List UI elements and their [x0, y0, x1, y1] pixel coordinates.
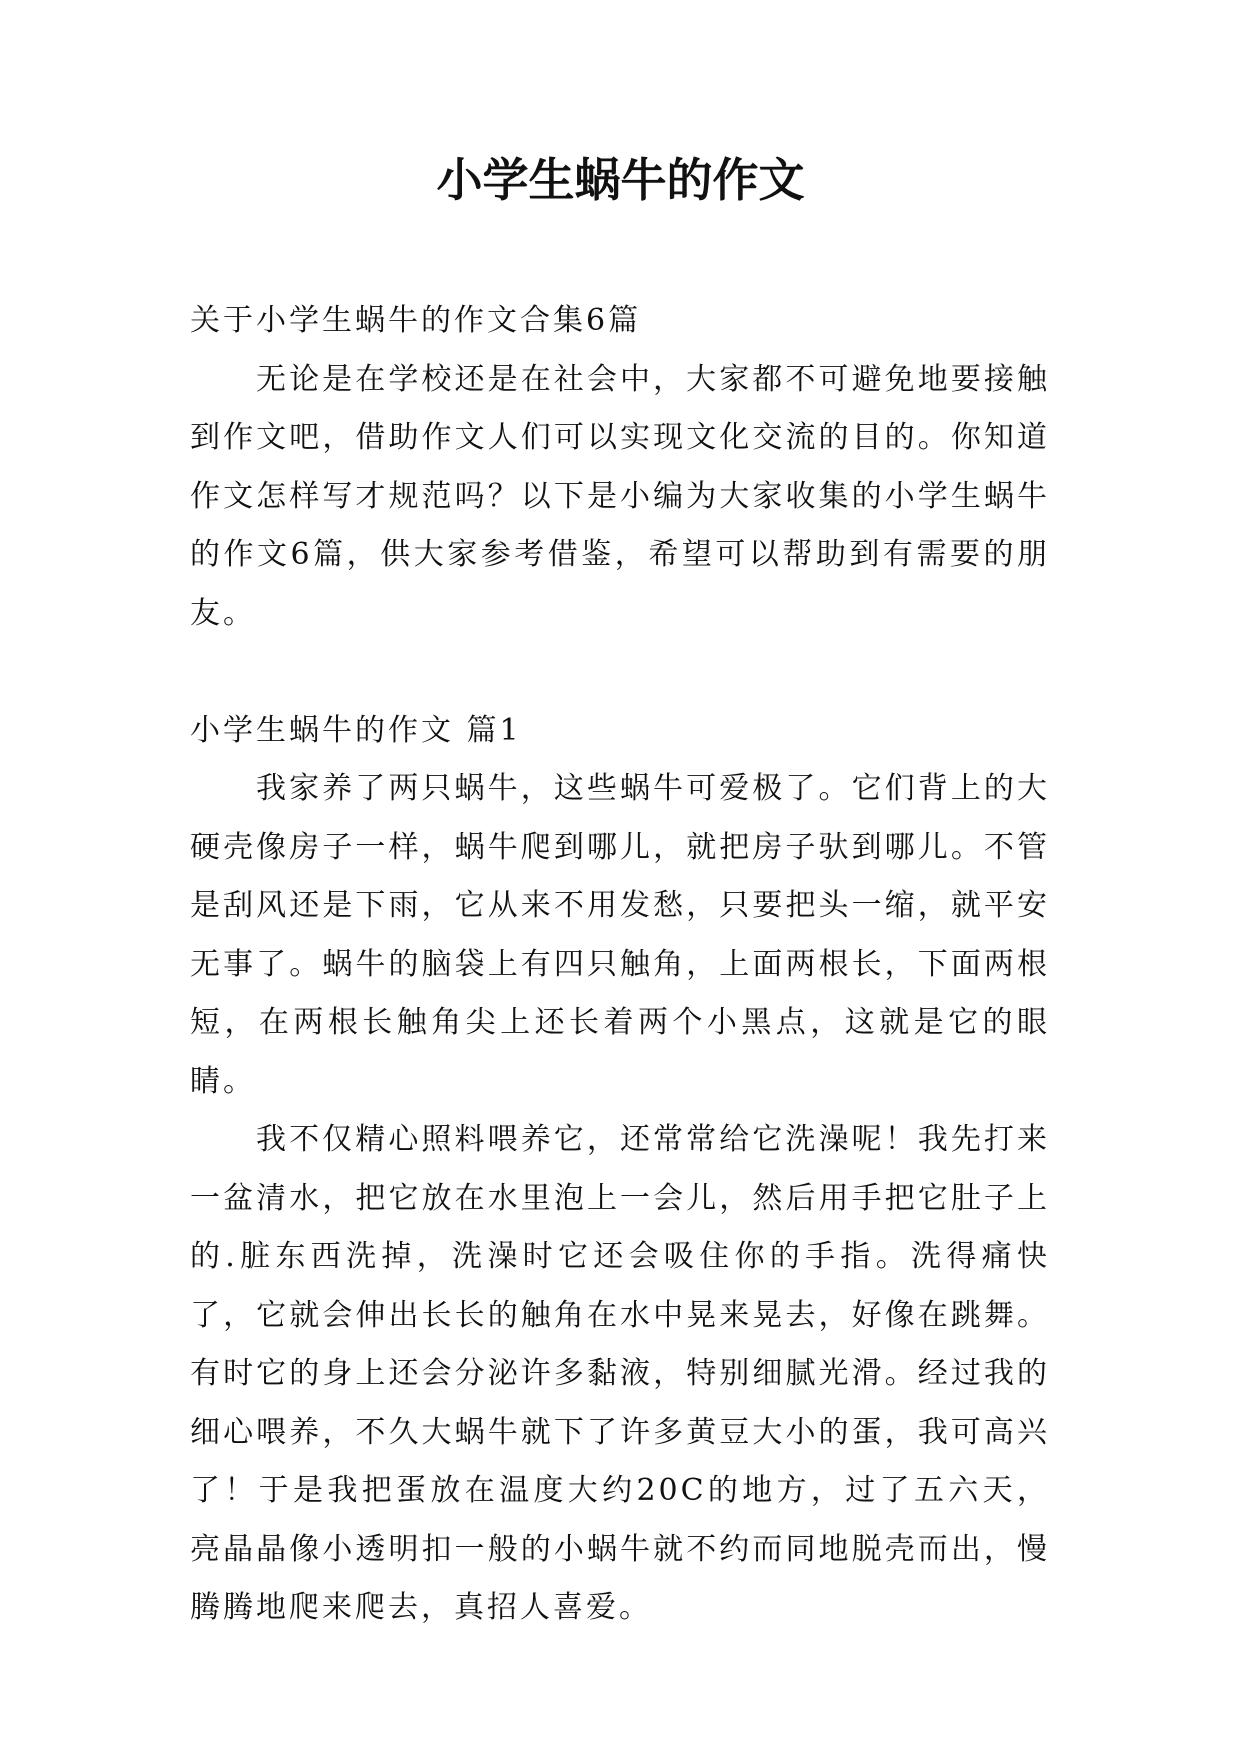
- section-heading: 小学生蜗牛的作文 篇1: [190, 712, 522, 748]
- document-title: 小学生蜗牛的作文: [436, 153, 805, 207]
- document-body: [190, 292, 1050, 1638]
- intro-paragraph: 无论是在学校还是在社会中，大家都不可避免地要接触到作文吧，借助作文人们可以实现文化交流的目的。你知道作文怎样写才规范吗？以下是小编为大家收集的小学生蜗牛的作文6篇，供大家参考借鉴，希望可以帮助到有需要的朋友。: [190, 361, 1050, 631]
- section-paragraph: 我家养了两只蜗牛，这些蜗牛可爱极了。它们背上的大硬壳像房子一样，蜗牛爬到哪儿，就把房子驮到哪儿。不管是刮风还是下雨，它从来不用发愁，只要把头一缩，就平安无事了。蜗牛的脑袋上有四只触角，上面两根长，下面两根短，在两根长触角尖上还长着两个小黑点，这就是它的眼睛。: [190, 771, 1050, 1099]
- intro-heading: 关于小学生蜗牛的作文合集6篇: [190, 303, 642, 338]
- section-paragraph: 我不仅精心照料喂养它，还常常给它洗澡呢！我先打来一盆清水，把它放在水里泡上一会儿，然后用手把它肚子上的.脏东西洗掉，洗澡时它还会吸住你的手指。洗得痛快了，它就会伸出长长的触角在水中晃来晃去，好像在跳舞。有时它的身上还会分泌许多黏液，特别细腻光滑。经过我的细心喂养，不久大蜗牛就下了许多黄豆大小的蛋，我可高兴了！于是我把蛋放在温度大约20C的地方，过了五六天，亮晶晶像小透明扣一般的小蜗牛就不约而同地脱壳而出，慢腾腾地爬来爬去，真招人喜爱。: [190, 1122, 1050, 1625]
- section-spacer: [190, 643, 1050, 702]
